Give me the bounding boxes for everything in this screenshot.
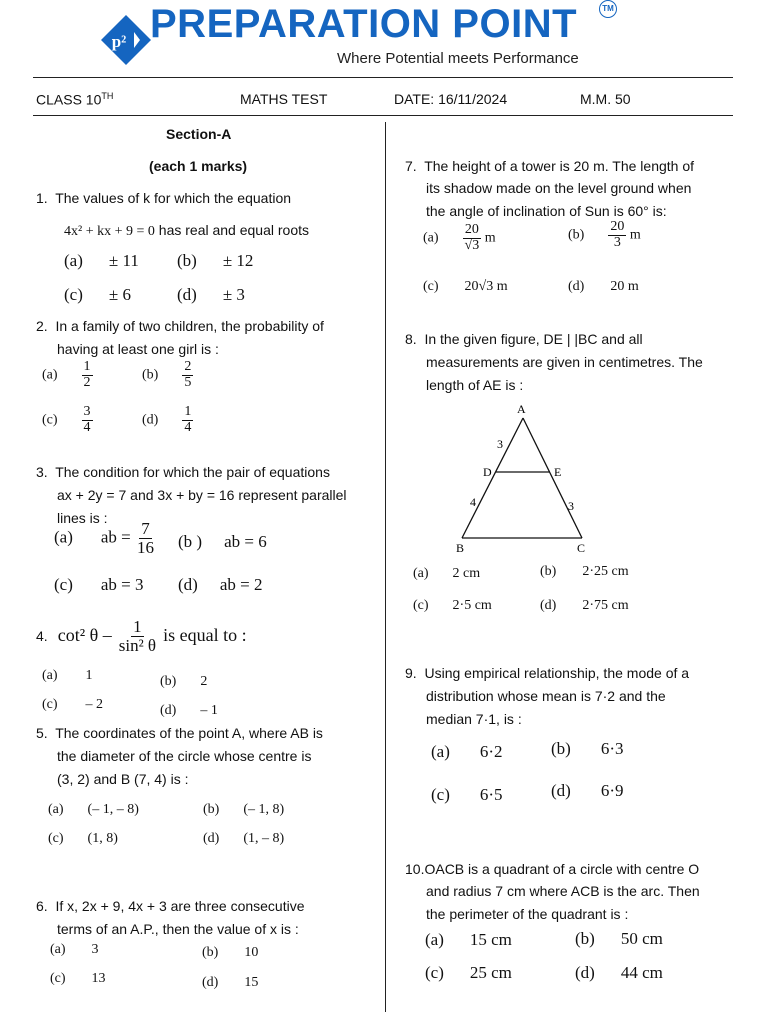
- q4-option-b[interactable]: (b) 2: [160, 674, 208, 689]
- q3-text-line3: lines is :: [57, 510, 108, 526]
- q5-text-line1: 5. The coordinates of the point A, where AB is: [36, 725, 323, 741]
- label-e: E: [554, 465, 562, 479]
- q5-option-a[interactable]: (a) (– 1, – 8): [48, 802, 139, 817]
- q7-option-b[interactable]: (b) $\frac{20}{3}$ m: [568, 219, 641, 250]
- column-divider: [385, 122, 386, 1012]
- header-bottom-rule: [33, 115, 733, 116]
- q10-text-line1: 10.OACB is a quadrant of a circle with centre O: [405, 861, 700, 877]
- subject-label: MATHS TEST: [240, 91, 328, 107]
- brand-tagline: Where Potential meets Performance: [337, 50, 579, 67]
- q10-option-a[interactable]: (a) 15 cm: [425, 930, 512, 949]
- trademark-icon: TM: [599, 0, 617, 18]
- q5-text-line2: the diameter of the circle whose centre is: [57, 748, 312, 764]
- q3-option-a[interactable]: (a) ab = $\frac{7}{16}$: [54, 519, 155, 557]
- q3-text-line1: 3. The condition for which the pair of equations: [36, 464, 330, 480]
- q10-text-line2: and radius 7 cm where ACB is the arc. Then: [426, 883, 700, 899]
- q9-text-line1: 9. Using empirical relationship, the mode of a: [405, 665, 690, 681]
- q6-text-line2: terms of an A.P., then the value of x is :: [57, 921, 299, 937]
- side-ab: [462, 418, 523, 538]
- section-title: Section-A: [166, 126, 232, 142]
- q7-text-line2: its shadow made on the level ground when: [426, 180, 692, 196]
- q3-text-line2: ax + 2y = 7 and 3x + by = 16 represent parallel: [57, 487, 347, 503]
- q9-text-line2: distribution whose mean is 7·2 and the: [426, 688, 666, 704]
- side-ac: [523, 418, 582, 538]
- label-d: D: [483, 465, 492, 479]
- q1-option-b[interactable]: (b) ± 12: [177, 251, 254, 270]
- q3-option-b[interactable]: (b ) ab = 6: [178, 532, 267, 551]
- q10-text-line3: the perimeter of the quadrant is :: [426, 906, 629, 922]
- q9-option-d[interactable]: (d) 6·9: [551, 781, 624, 800]
- class-label: CLASS 10TH: [36, 91, 114, 108]
- q7-option-d[interactable]: (d) 20 m: [568, 279, 639, 294]
- q9-option-c[interactable]: (c) 6·5: [431, 785, 503, 804]
- q8-option-d[interactable]: (d) 2·75 cm: [540, 598, 629, 613]
- q8-option-c[interactable]: (c) 2·5 cm: [413, 598, 492, 613]
- label-db: 4: [470, 495, 476, 509]
- brand-name: PREPARATION POINT: [150, 2, 578, 46]
- q6-option-c[interactable]: (c) 13: [50, 971, 106, 986]
- q9-option-a[interactable]: (a) 6·2: [431, 742, 503, 761]
- section-subtitle: (each 1 marks): [149, 158, 248, 174]
- q4-option-c[interactable]: (c) – 2: [42, 697, 104, 712]
- max-marks-label: M.M. 50: [580, 91, 631, 107]
- q4-text: 4. cot² θ – $\frac{1}{\text{sin² θ}}$ is equal to :: [36, 617, 247, 655]
- q7-text-line3: the angle of inclination of Sun is 60° is:: [426, 203, 667, 219]
- q5-option-c[interactable]: (c) (1, 8): [48, 831, 118, 846]
- label-b: B: [456, 541, 465, 555]
- q6-option-a[interactable]: (a) 3: [50, 942, 99, 957]
- q1-option-d[interactable]: (d) ± 3: [177, 285, 245, 304]
- q2-option-b[interactable]: (b) $\frac{2}{5}$: [142, 359, 192, 390]
- q2-option-c[interactable]: (c) $\frac{3}{4}$: [42, 404, 91, 435]
- date-label: DATE: 16/11/2024: [394, 91, 508, 107]
- q4-option-a[interactable]: (a) 1: [42, 668, 93, 683]
- q3-option-c[interactable]: (c) ab = 3: [54, 575, 144, 594]
- q8-triangle-figure: [440, 398, 600, 558]
- header-top-rule: [33, 77, 733, 78]
- q8-option-b[interactable]: (b) 2·25 cm: [540, 564, 629, 579]
- q8-text-line2: measurements are given in centimetres. The: [426, 354, 703, 370]
- q2-text-line1: 2. In a family of two children, the probability of: [36, 318, 324, 334]
- q9-text-line3: median 7·1, is :: [426, 711, 522, 727]
- q10-option-d[interactable]: (d) 44 cm: [575, 963, 663, 982]
- brand-logo: [100, 14, 152, 66]
- label-a: A: [517, 402, 526, 416]
- q8-text-line3: length of AE is :: [426, 377, 524, 393]
- q5-option-b[interactable]: (b) (– 1, 8): [203, 802, 285, 817]
- q2-text-line2: having at least one girl is :: [57, 341, 219, 357]
- q5-text-line3: (3, 2) and B (7, 4) is :: [57, 771, 189, 787]
- q4-option-d[interactable]: (d) – 1: [160, 703, 218, 718]
- q1-equation: 4x² + kx + 9 = 0 has real and equal roots: [64, 222, 309, 239]
- q2-option-d[interactable]: (d) $\frac{1}{4}$: [142, 404, 192, 435]
- q9-option-b[interactable]: (b) 6·3: [551, 739, 624, 758]
- label-c: C: [577, 541, 586, 555]
- q3-option-d[interactable]: (d) ab = 2: [178, 575, 263, 594]
- q7-option-c[interactable]: (c) 20√3 m: [423, 279, 508, 294]
- q7-text-line1: 7. The height of a tower is 20 m. The length of: [405, 158, 695, 174]
- q7-option-a[interactable]: (a) $\frac{20}{√3}$ m: [423, 222, 496, 253]
- q8-option-a[interactable]: (a) 2 cm: [413, 566, 481, 581]
- q8-text-line1: 8. In the given figure, DE | |BC and all: [405, 331, 643, 347]
- q5-option-d[interactable]: (d) (1, – 8): [203, 831, 285, 846]
- q6-option-d[interactable]: (d) 15: [202, 975, 259, 990]
- q2-option-a[interactable]: (a) $\frac{1}{2}$: [42, 359, 91, 390]
- q6-option-b[interactable]: (b) 10: [202, 945, 259, 960]
- q6-text-line1: 6. If x, 2x + 9, 4x + 3 are three consecutive: [36, 898, 305, 914]
- q1-option-c[interactable]: (c) ± 6: [64, 285, 131, 304]
- label-ec: 3: [568, 499, 574, 513]
- q10-option-b[interactable]: (b) 50 cm: [575, 929, 663, 948]
- q1-text: 1. The values of k for which the equation: [36, 190, 292, 206]
- label-ad: 3: [497, 437, 503, 451]
- logo-text: p²: [111, 32, 127, 51]
- q1-option-a[interactable]: (a) ± 11: [64, 251, 139, 270]
- q10-option-c[interactable]: (c) 25 cm: [425, 963, 512, 982]
